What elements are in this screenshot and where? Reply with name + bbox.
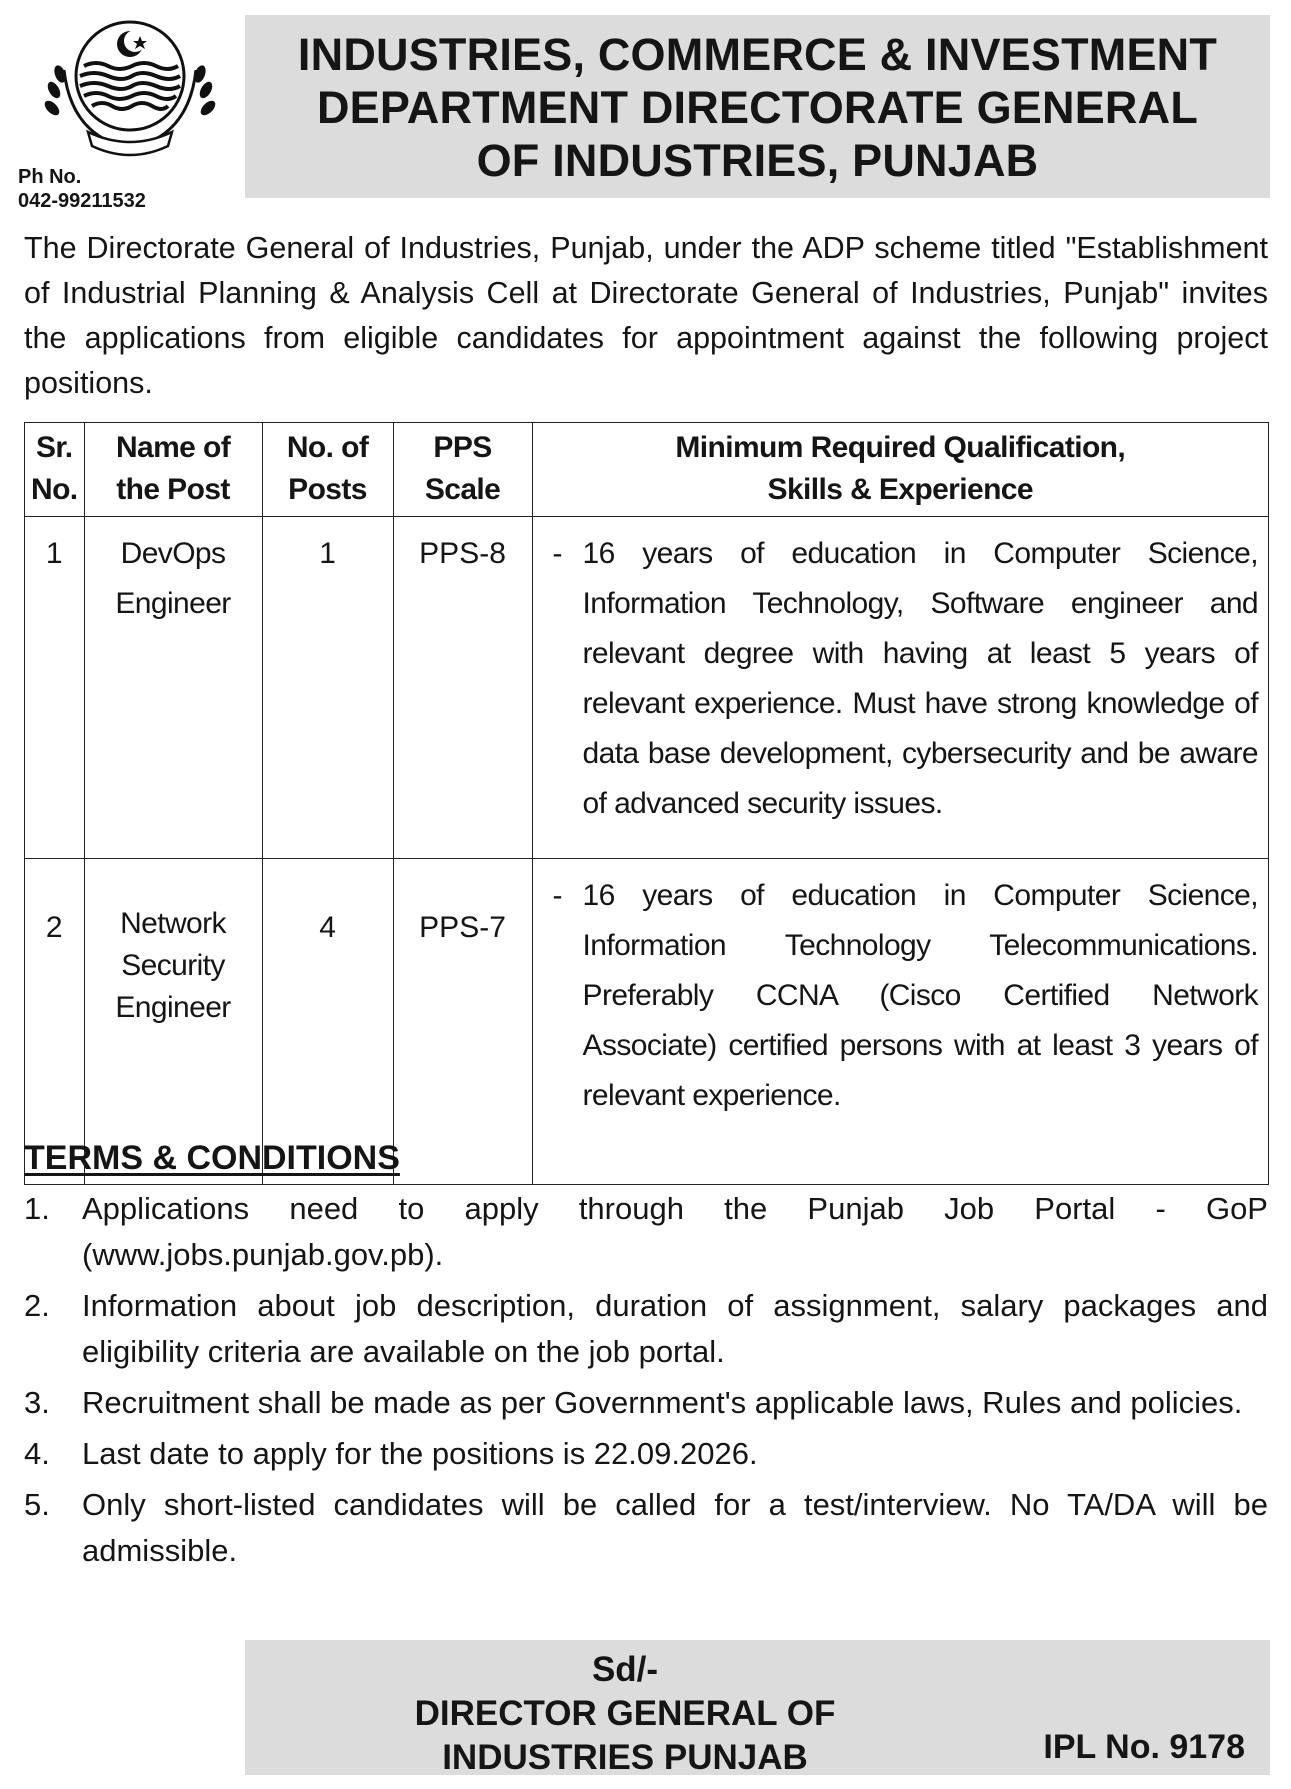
signatory-line-2: INDUSTRIES PUNJAB [442, 1738, 808, 1777]
positions-table [24, 422, 1269, 1185]
ipl-number: IPL No. 9178 [1043, 1728, 1245, 1766]
signature-sd: Sd/- [591, 1650, 659, 1689]
cell-scale: PPS-7 [393, 859, 532, 1185]
list-item: 3. Recruitment shall be made as per Government's applicable laws, Rules and policies. [24, 1385, 1243, 1420]
phone-number: 042-99211532 [18, 190, 146, 212]
terms-list [24, 1186, 1268, 1579]
phone-label: Ph No. [18, 166, 82, 188]
header-scale: PPS Scale [393, 423, 532, 517]
table-row [25, 859, 1269, 1185]
signatory-title [245, 1692, 1005, 1780]
cell-post: DevOps Engineer [84, 517, 262, 859]
header-qualification: Minimum Required Qualification, Skills & Experience [532, 423, 1268, 517]
cell-posts: 4 [262, 859, 393, 1185]
table-header-row [25, 423, 1269, 517]
list-item: 1. Applications need to apply through the Punjab Job Portal - GoP (www.jobs.punjab.gov.pb). [24, 1191, 1268, 1272]
punjab-emblem-logo [40, 14, 220, 164]
cell-sr: 1 [25, 517, 85, 859]
cell-sr: 2 [25, 859, 85, 1185]
cell-posts: 1 [262, 517, 393, 859]
signature-box [245, 1640, 1270, 1775]
qualification-text: 16 years of education in Computer Science, Information Technology Telecommunications. Preferably CCNA (Cisco Certified Network Associate) certified persons with at least 3 years of relevant experience. [582, 879, 1258, 1112]
header-sr: Sr. No. [25, 423, 85, 517]
qualification-text: 16 years of education in Computer Science, Information Technology, Software engineer and relevant degree with having at least 5 years of relevant experience. Must have strong knowledge of data base development, cybersecurity and be aware of advanced security issues. [582, 537, 1258, 820]
cell-qualification [532, 517, 1268, 859]
department-title [245, 28, 1270, 187]
header-count: No. of Posts [262, 423, 393, 517]
signatory-line-1: DIRECTOR GENERAL OF [414, 1694, 836, 1733]
table-row [25, 517, 1269, 859]
bullet-dash: - [552, 879, 563, 912]
cell-scale: PPS-8 [393, 517, 532, 859]
list-item: 5. Only short-listed candidates will be called for a test/interview. No TA/DA will be admissible. [24, 1487, 1268, 1568]
department-title-box [245, 15, 1270, 198]
list-item: 2. Information about job description, duration of assignment, salary packages and eligibility criteria are available on the job portal. [24, 1288, 1268, 1369]
cell-post: Network Security Engineer [84, 859, 262, 1185]
title-line-2: DEPARTMENT DIRECTORATE GENERAL [316, 82, 1199, 133]
list-item: 4. Last date to apply for the positions is 22.09.2026. [24, 1436, 758, 1471]
title-line-1: INDUSTRIES, COMMERCE & INVESTMENT [297, 29, 1218, 80]
header-post: Name of the Post [84, 423, 262, 517]
title-line-3: OF INDUSTRIES, PUNJAB [476, 135, 1039, 186]
bullet-dash: - [552, 537, 563, 570]
phone-block [18, 165, 146, 213]
intro-paragraph: The Directorate General of Industries, Punjab, under the ADP scheme titled "Establishment of Industrial Planning & Analysis Cell at Directorate General of Industries, Punjab" invites the applications from eligible candidates for appointment against the following project positions. [24, 231, 1268, 400]
terms-heading: TERMS & CONDITIONS [24, 1139, 400, 1177]
cell-qualification [532, 859, 1268, 1185]
